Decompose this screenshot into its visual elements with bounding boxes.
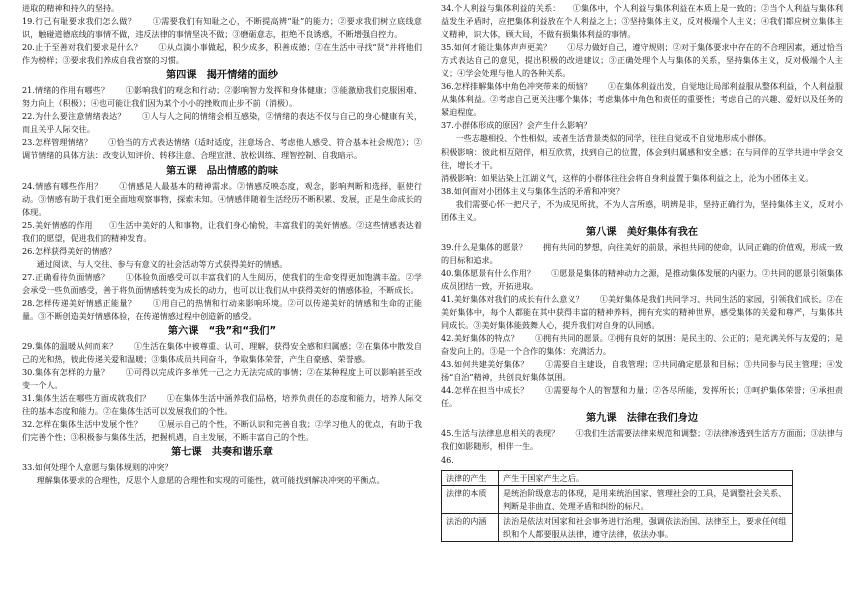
lesson-8-heading: 第八课 美好集体有我在 <box>585 226 699 238</box>
table-value: 产生于国家产生之后。 <box>499 470 793 486</box>
table-key: 法律的本质 <box>442 486 499 514</box>
question-35: 35.如何才能让集体声声更美？ ①尽力做好自己，遵守规则；②对于集体要求中存在的不合理因素，通过恰当方式表达自己的意见，提出积极的改进建议；③正确处理个人与集体的关系，坚持集体主义，反对极端个人主义；④学会处理与他人的各种关系。 <box>441 42 843 79</box>
question-30: 30.集体有怎样的力量？ ①可得以完成许多单凭一己之力无法完成的事情；②在某种程度上可以影响甚至改变一个人。 <box>22 367 422 391</box>
table-value: 法治是依法对国家和社会事务进行治理，强调依法治国、法律至上，要求任何组织和个人都要服从法律，遵守法律，依法办事。 <box>499 514 793 542</box>
table-row <box>442 514 793 542</box>
answer-26: 通过阅读、与人交往、参与有意义的社会活动等方式获得美好的情感。 <box>36 258 288 269</box>
question-39: 39.什么是集体的愿景？ 拥有共同的梦想，向往美好的前景，承担共同的使命，认同正确的价值观，形成一致的目标和追求。 <box>441 241 843 265</box>
question-29: 29.集体的温暖从何而来？ ①生活在集体中被尊重、认可、理解，获得安全感和归属感；②在集体中散发自己的光和热，彼此传递关爱和温暖；③集体成员共同奋斗，争取集体荣誉，产生自豪感、荣誉感。 <box>22 341 422 365</box>
question-40: 40.集体愿景有什么作用？ ①愿景是集体的精神动力之源，是推动集体发展的内驱力。②共同的愿景引领集体成员团结一致，开拓进取。 <box>441 267 843 291</box>
lesson-7-heading: 第七课 共奏和谐乐章 <box>171 447 273 459</box>
question-26: 26.怎样获得美好的情感？ <box>22 245 116 256</box>
question-33: 33.如何处理个人意愿与集体规则的冲突？ <box>22 462 173 473</box>
question-27: 27.正确看待负面情感？ ①体验负面感受可以丰富我们的人生阅历，使我们的生命变得更加饱满丰盈。②学会承受一些负面感受，善于将负面情感转变为成长的动力，也可以让我们从中获得美好的情感体验，不断成长。 <box>22 271 422 295</box>
question-44: 44.怎样在担当中成长？ ①需要每个人的智慧和力量；②各尽所能，发挥所长；③呵护集体荣誉；④承担责任。 <box>441 385 843 409</box>
lesson-6-heading: 第六课 “我”和“我们” <box>167 326 277 338</box>
answer-37: 一些志趣相投、个性相似，或者生活背景类似的同学，往往自觉或不自觉地形成小群体。 <box>455 133 772 144</box>
question-31: 31.集体生活在哪些方面成就我们？ ①在集体生活中涵养我们品格，培养负责任的态度和能力，培养人际交往的基本态度和能力。②在集体生活可以发展我们的个性。 <box>22 393 422 417</box>
table-key: 法律的产生 <box>442 470 499 486</box>
law-table <box>441 470 793 543</box>
question-25: 25.美好情感的作用 ①生活中美好的人和事物，让我们身心愉悦，丰富我们的美好情感。②这些情感表达着我们的愿望，促进我们的精神发育。 <box>22 219 422 243</box>
question-41: 41.美好集体对我们的成长有什么意义？ ①美好集体是我们共同学习、共同生活的家园，引领我们成长。②在美好集体中，每个人都能在其中获得丰富的精神养料，拥有充实的精神世界，感受集体的关爱和尊严，与集体共同成长。③美好集体能鼓舞人心，提升我们对自身的认同感。 <box>441 293 843 331</box>
left-column <box>22 2 422 488</box>
lesson-5-heading: 第五课 品出情感的韵味 <box>165 165 279 177</box>
question-37: 37.小群体形成的原因？会产生什么影响？ <box>441 120 592 131</box>
question-19: 19.行己有耻要求我们怎么做？ ①需要我们有知耻之心，不断提高辨“耻”的能力；②要求我们树立底线意识，触碰道德底线的事情不做，违反法律的事情坚决不做；③磨砺意志，拒绝不良诱惑，不断增强自控力。 <box>22 16 422 40</box>
question-42: 42.美好集体的特点？ ①拥有共同的愿景。②拥有良好的氛围：是民主的、公正的；是充满关怀与友爱的；是奋发向上的。③是一个合作的集体：充满活力。 <box>441 333 843 357</box>
table-row <box>442 470 793 486</box>
table-row <box>442 486 793 514</box>
question-24: 24.情感有哪些作用？ ①情感是人最基本的精神需求。②情感反映态度，观念，影响判断和选择，驱使行动。③情感有助于我们更全面地观察事物，探索未知。④情感伴随着生活经历不断积累、发展，正是生命成长的体现。 <box>22 180 422 217</box>
question-34: 34.个人利益与集体利益的关系： ①集体中，个人利益与集体利益在本质上是一致的；②当个人利益与集体利益发生矛盾时，应把集体利益放在个人利益之上；③坚持集体主义，反对极端个人主义；④我们都应树立集体主义精神，识大体，顾大局，不做有损集体利益的事情。 <box>441 3 843 40</box>
question-22: 22.为什么要注意情绪表达？ ①人与人之间的情绪会相互感染，②情绪的表达不仅与自己的身心健康有关，而且关乎人际交往。 <box>22 111 422 135</box>
answer-33: 理解集体要求的合理性，反思个人意愿的合理性和实现的可能性，就可能找到解决冲突的平衡点。 <box>36 475 385 486</box>
positive-influence: 积极影响：彼此相互陪伴，相互欣赏，找到自己的位置，体会到归属感和安全感；在与同伴的互学共进中学会交往，增长才干。 <box>441 146 843 170</box>
question-21: 21.情绪的作用有哪些？ ①影响我们的观念和行动；②影响智力发挥和身体健康；③能激励我们克服困难、努力向上（积极）；④也可能让我们因为某个小小的挫败而止步不前（消极）。 <box>22 85 422 109</box>
question-45: 45.生活与法律息息相关的表现？ ①我们生活需要法律来规范和调整；②法律渗透到生活方方面面；③法律与我们如影随形，相伴一生。 <box>441 428 843 452</box>
lesson-4-heading: 第四课 揭开情绪的面纱 <box>165 70 279 82</box>
question-28: 28.怎样传递美好情感正能量？ ①用自己的热情和行动来影响环境。②可以传递美好的情感和生命的正能量。③不断创造美好情感体验，在传递情感过程中创造新的感受。 <box>22 297 422 321</box>
question-36: 36.怎样排解集体中角色冲突带来的烦恼？ ①在集体利益出发，自觉地让局部利益服从整体利益，个人利益服从集体利益。②考虑自己更关注哪个集体；考虑集体中角色和责任的重要性；考虑自己的兴趣、爱好以及任务的紧迫程度。 <box>441 81 843 118</box>
question-20: 20.止于至善对我们要求是什么？ ①从点滴小事做起，积少成多，积善成德；②在生活中寻找“贤”并将他们作为榜样；③要求我们养成自我省察的习惯。 <box>22 42 422 66</box>
answer-38: 我们需要心怀一把尺子，不为成见所扰，不为人言所惑，明辨是非，坚持正确行为，坚持集体主义，反对小团体主义。 <box>441 198 843 222</box>
lesson-9-heading: 第九课 法律在我们身边 <box>585 413 699 425</box>
question-38: 38.如何面对小团体主义与集体生活的矛盾和冲突？ <box>441 185 624 196</box>
question-32: 32.怎样在集体生活中发展个性？ ①展示自己的个性，不断认识和完善自我；②学习他人的优点，有助于我们完善个性；③积极参与集体生活，把握机遇，自主发展，不断丰富自己的个性。 <box>22 419 422 443</box>
paragraph: 进取的精神和持久的坚持。 <box>22 3 120 13</box>
negative-influence: 消极影响：如果沾染上江湖义气，这样的小群体往往会将自身利益置于集体利益之上，沦为小团体主义。 <box>441 172 814 183</box>
question-23: 23.怎样管理情绪？ ①恰当的方式表达情绪（适时适度，注意场合、考虑他人感受、符合基本社会规范）；②调节情绪的具体方法：改变认知评价、转移注意、合理宣泄、放松训练、理智控制、自我暗示。 <box>22 137 422 161</box>
table-value: 是统治阶级意志的体现，是用来统治国家、管理社会的工具，是调整社会关系、判断是非曲直、处理矛盾和纠纷的标尺。 <box>499 486 793 514</box>
right-column <box>441 2 843 542</box>
table-key: 法治的内涵 <box>442 514 499 542</box>
question-46: 46. <box>441 454 454 465</box>
question-43: 43.如何共建美好集体？ ①需要自主建设，自我管理；②共同确定愿景和目标；③共同参与民主管理；④发扬“自治”精神，共创良好集体氛围。 <box>441 359 843 383</box>
